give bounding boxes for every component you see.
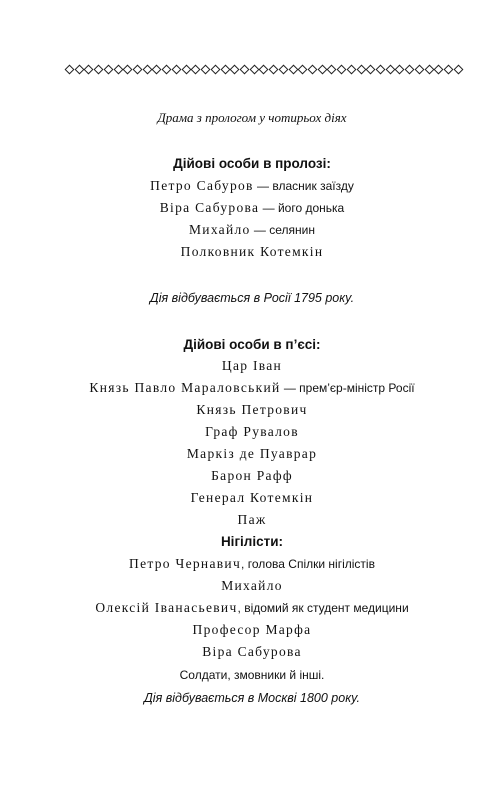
character-name: Віра Сабурова [202, 644, 302, 659]
character-entry [0, 444, 504, 464]
character-entry [0, 466, 504, 486]
character-name: Михайло [221, 578, 283, 593]
character-entry [0, 642, 504, 662]
character-desc: — його донька [259, 201, 345, 215]
play-setting: Дія відбувається в Москві 1800 року. [144, 691, 360, 705]
character-name: Петро Сабуров [150, 178, 254, 193]
character-entry [0, 220, 504, 240]
diamond-ornament [65, 64, 75, 74]
play-heading: Дійові особи в п’єсі: [183, 337, 321, 352]
character-name: Петро Чернавич [129, 556, 242, 571]
character-desc: — власник заїзду [253, 179, 354, 193]
play-subtitle: Драма з прологом у чотирьох діях [157, 110, 347, 125]
diamond-ornament [444, 64, 454, 74]
diamond-ornament [278, 64, 288, 74]
character-name: Професор Марфа [192, 622, 312, 637]
character-desc: , голова Спілки нігілістів [241, 557, 375, 571]
character-entry [0, 576, 504, 596]
character-name: Михайло [188, 222, 251, 237]
character-name: Граф Рувалов [205, 424, 299, 439]
diamond-ornament [308, 64, 318, 74]
character-name: Олексій Іванасьевич [95, 600, 238, 615]
character-entry [0, 242, 504, 262]
character-name: Маркіз де Пуаврар [186, 446, 318, 461]
character-entry [0, 400, 504, 420]
decorative-border [66, 62, 462, 76]
diamond-ornament [133, 64, 143, 74]
character-name: Віра Сабурова [159, 200, 260, 215]
character-name: Князь Павло Мараловський [89, 380, 281, 395]
character-name: Цар Іван [221, 358, 283, 373]
character-name: Паж [237, 512, 267, 527]
character-entry [0, 198, 504, 218]
diamond-ornament [269, 64, 279, 74]
character-entry [0, 620, 504, 640]
character-entry [0, 488, 504, 508]
nihilists-heading: Нігілісти: [220, 534, 284, 549]
character-name: Генерал Котемкін [190, 490, 314, 505]
character-entry [0, 356, 504, 376]
character-entry [0, 176, 504, 196]
diamond-ornament [453, 64, 463, 74]
diamond-ornament [239, 64, 249, 74]
character-desc: — прем’єр-міністр Росії [280, 381, 415, 395]
character-desc: , відомий як студент медицини [237, 601, 409, 615]
prologue-heading: Дійові особи в пролозі: [173, 156, 331, 171]
diamond-ornament [210, 64, 220, 74]
character-entry [0, 378, 504, 398]
diamond-ornament [201, 64, 211, 74]
diamond-ornament [414, 64, 424, 74]
prologue-setting: Дія відбувається в Росії 1795 року. [149, 291, 355, 305]
character-desc: — селянин [250, 223, 315, 237]
character-entry [0, 598, 504, 618]
character-name: Барон Рафф [211, 468, 293, 483]
character-name: Князь Петрович [196, 402, 308, 417]
character-entry [0, 554, 504, 574]
diamond-ornament [346, 64, 356, 74]
character-entry [0, 510, 504, 530]
character-name: Полковник Котемкін [180, 244, 324, 259]
diamond-ornament [376, 64, 386, 74]
others-note: Солдати, змовники й інші. [179, 668, 325, 682]
character-entry [0, 422, 504, 442]
diamond-ornament [171, 64, 181, 74]
diamond-ornament [103, 64, 113, 74]
